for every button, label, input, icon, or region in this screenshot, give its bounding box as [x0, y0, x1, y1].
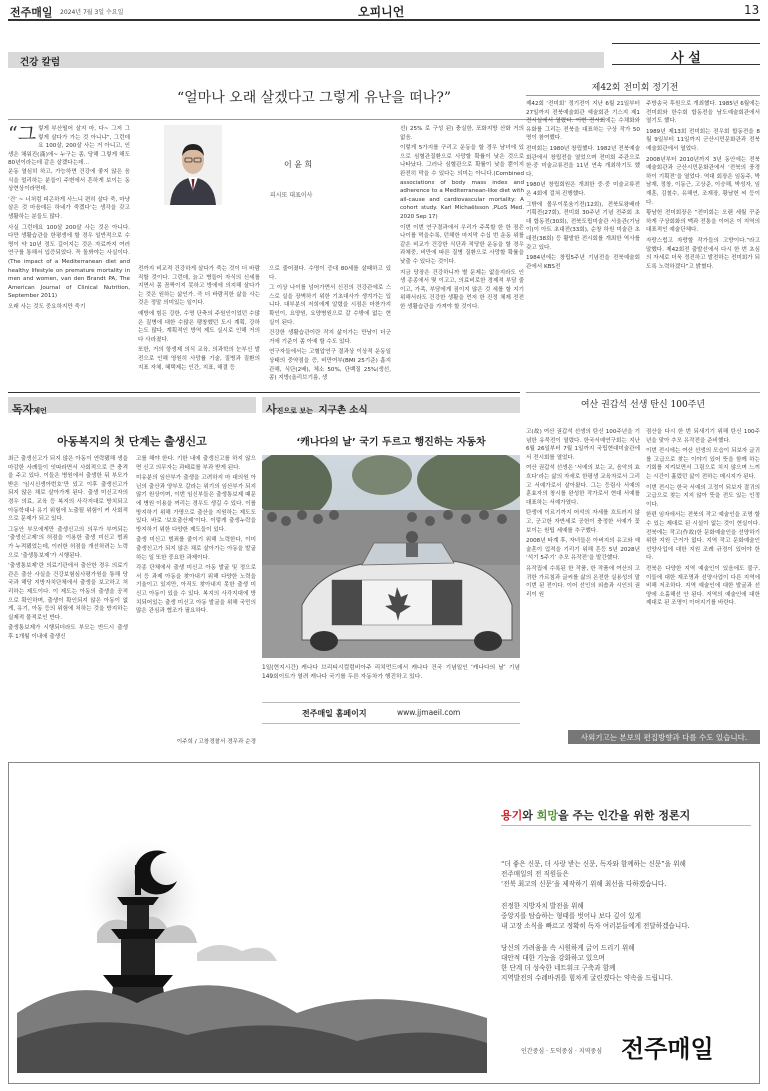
ad-line: 내 고장 소식을 빠르고 정확히 독자 여러분들에게 전달하겠습니다. [501, 922, 690, 930]
paragraph: 출생 미신고 범죄를 줄이기 위해 노력한다, 이미 출생신고가 되지 않은 채로 살아가는 아동을 발굴하는 일 또한 중요한 과제이다. [136, 537, 256, 561]
author-photo [164, 125, 222, 205]
paragraph: 고를 해야 한다. 기한 내에 출생신고를 하지 않으면 신고 의무자는 과태료를 부과 받게 된다. [136, 456, 256, 471]
paragraph: 전까지 비교적 건강하게 살다가 죽는 것이 더 바람직할 것이다. 그런데, 늙고 병들어 자식의 신세를 지면서 몸 꼼짝이지 못하고 방에에 의지해 살다가는 것은 원하는 삶인가. 즉 더 바람직한 삶을 사는 것은 정말 의미있는 일이다. [138, 266, 260, 307]
editorial-col-2 [646, 100, 760, 273]
paragraph: 이번 전시는 한국 서예의 고정이 되보자 결귀의 고급으로 찾는 지지 않아 뜻을 전도 있는 인정이다. [646, 484, 760, 508]
paragraph: 그밖에 볼우이못움기전(12회), 전북토왕배라 기획전(27회), 전미회 30주년 기념 전주회 초대 합동전(30회), 전북도립미술관 서울관(기님이)이 아트 초대전(33회), 순창 하원 미술관 초대전(38회) 등 활발한 전시회를 개최한 역사를 갖고 있다. [526, 201, 640, 251]
headline: “얼마나 오래 살겠다고 그렇게 유난을 떠나?” [177, 90, 451, 106]
portrait-image [164, 125, 222, 205]
editorial-col-3 [526, 428, 640, 601]
author-name: 이 윤 희 [284, 160, 313, 169]
photo-caption: 1일(현지시간) 캐나다 브리티시컬럼비아주 리치먼드에서 캐나다 건국 기념일인 ‘캐나다의 날’ 기념 149회이트가 열려 캐나다 국기를 두른 자동차가 행진하고 있다. [262, 665, 520, 680]
editorial-col-4 [646, 428, 760, 610]
ad-line: 전주매일의 전 직원들은 [501, 870, 569, 878]
pagoda-illustration [17, 773, 487, 1073]
photo-news-label [266, 398, 368, 417]
paragraph: 점산을 다시 한 번 되새기기 위해 탄신 100주년을 맞아 추모 유작전을 준비했다. [646, 429, 760, 444]
headline-hui: 희망 [536, 809, 558, 822]
dokja-headline: 아동복지의 첫 단계는 출생신고 [57, 435, 207, 448]
dokja-label [12, 398, 47, 417]
paragraph: 2008년부터 2010년까지 3년 동안에는 전북예술회관과 군산시민문화관에서 ‘전북의 풍경 하이 기획전’을 열었다. 역대 회장은 임동주, 박남재, 정창, 이동근, 고상준, 이승해, 박성자, 임재훈, 김철수, 유해연, 조재장, 황남헌 씨 등이다. [646, 156, 760, 206]
homepage-link[interactable]: www.jjmaeil.com [397, 708, 461, 717]
ad-headline [501, 807, 690, 823]
editorial-rule [526, 95, 760, 96]
editorial-label-box [612, 43, 760, 65]
ad-paragraph-3 [501, 943, 673, 983]
editorial-col-1 [526, 100, 640, 273]
dokja-author: 이주희 / 고창경찰서 경무과 순경 [176, 739, 256, 745]
paragraph: 그 이상 나이를 넘어가면서 신진의 건강관에로 스스로 실을 장벽하기 위한 기초대사가 생겨가는 입니다. 대부분의 저희에게 알렸을 시점은 마찬가지 확인이, 요양원, 요양병원으로 갈 수밖에 없는 현실이 된다. [269, 285, 391, 326]
ad-brand: 전주매일 [621, 1034, 714, 1063]
paragraph: 제42회 ‘전미회’ 정기전이 지난 6월 21일부터 27일까지 전북예술회관 예술회관 기스지 제1전시실에서 열렸다. 이번 전시회에는 수채화와 유화를 그리는 전북을 대표하는 구상 작가 50명이 참여했다. [526, 101, 640, 142]
label-world: 지구촌 소식 [318, 405, 368, 416]
paragraph: ‘출생통보제’란 의료기관에서 출산한 경우 의료기관은 출산 사실을 건강보험심사평가원을 통해 당국과 해당 지방자치단체에서 출생을 보고하고 처리하는 제도이다. 이 제도는 아동의 출생을 공적으로 확인하며, 출생이 확인되지 않은 아동이 없게, 유기, 아동 등의 위험에 처하는 것을 방지하는 실제적 물적로인 반다. [8, 563, 128, 621]
dokja-col-1 [8, 455, 128, 643]
paragraph: 한편 임자에서는 전북의 작고 예술인을 조명 할 수 있는 제대로 된 시설이 없는 것이 현실이다. 전북에는 작고(作故)한 문화예술인을 선양하기 위한 지원 근거가 없다. 지역 작고 문화예술인 선양사업에 대한 지원 조례 규정이 있어야 한다. [646, 512, 760, 562]
paragraph: 지금 당장은 건강하니까 별 문제는 없을지라도 인생 종종에서 몇 이고고, 의료비로한 경제적 부담 줄이고, 가족, 부담에게 짐이지 않은 것 세를 할 지기위해서라도 건강한 생활을 먼저 한 진정 체제 전전한 생활습관을 가져야 할 것이다. [400, 269, 524, 310]
section-title: 오피니언 [358, 5, 405, 19]
paragraph: 여산 권갑석 선생은 ‘서예의 보는 교, 음악의 효흐다’라는 삶의 자세로 한평생 교육자로서 그리고 서예가로서 살아왔다. 그는 등림사 서예의 훈효자의 창시를 완성한 작가로서 현대 서예를 대표하는 서예가였다. [526, 465, 640, 506]
issue-date: 2024년 7월 3일 수요일 [60, 9, 124, 16]
paragraph: 자랑스럽고 자랑할 작가들의 고향이다.”라고 말했다. 제42회전 출발선에서 다시 한 번 초심의 자세로 더욱 정진하고 발전하는 전미회가 되도록 노력하겠다”고 밝혔다. [646, 237, 760, 270]
ad-line: 대안적 대한 기능을 강화하고 있으며 [501, 954, 605, 962]
editorial-label: 사 설 [671, 51, 701, 66]
column-label-box [8, 52, 604, 68]
label-rest: 진으로 보는 [276, 407, 313, 415]
ad-paragraph-2 [501, 901, 690, 931]
editorial-subtitle: 제42회 전미회 정기전 [591, 83, 679, 93]
paragraph: 또한, 거의 항생제 의식 교육, 의과학의 눈부신 발전으로 인해 영원히 사망률 기술, 질병과 질환의 지표 자체, 혜택제는 인간, 지표, 해결 등 [138, 347, 260, 371]
health-column [8, 47, 604, 392]
paragraph: 사실 그런데요 100살 200살 사는 것은 아니다. 다만 생활습관을 한평생에 할 경우 일반적으로 수명이 약 10년 정도 길어지는 것은 자료까지 여러 연구를 통해서 입증되었다. 꼭 돌봐야는 사실이다.(The impact of a Mediterranean diet and healthy lifestyle on premature mortality in men and women, van den Brandt PA, The American Journal of Clinical Nutrition, September 2011) [8, 224, 130, 300]
paragraph: 으로 줄어졌다. 수명이 증대 80세를 살때하고 있다. [269, 266, 391, 281]
paragraph: 주방송국 후원으로 개최했다. 1985년 6월에는 전미회와 한수회 합동전을 남도예술회관에서 열기도 했다. [646, 101, 760, 125]
masthead-logo: 전주매일 [10, 6, 53, 19]
paragraph: 최근 출생신고가 되지 않은 아동이 연락됐해 생을 마감한 사례들이 잇따라면서 사회적으로 큰 충격을 주고 있다. 이들은 병원에서 출생한 뒤 부모가 받은 ‘임시신생아번호’만 있고 이후 출생신고가 되지 않은 채로 살아가게 된다. 출생 미신고자의 경우 의료, 교육 등 복지의 사각지대로 방치되고 아동학대나 유기 위험에 노출될 위험이 커 사회적으로 문제가 되고 있다. [8, 456, 128, 523]
headline-rest: 을 주는 인간을 위한 정론지 [558, 809, 691, 822]
paragraph: 예방에 힘든 강한, 수명 단축의 주원인이었던 수많은 질병에 대한 수많은 팽창했던 도시 계획, 강하는도 많다, 계획적인 방역 제도 실시로 인해 거의 다 사라졌다. [138, 310, 260, 343]
paragraph: 이렇게 5가지를 구리고 운동을 할 경우 남녀에 있으로 심혈관질환으로 사망할 확률이 낮은 것으로 나타났다. 그러나 심혈관으로 확률이 낮을 뿐이지 완전히 막을 수 있다는 의미는 아니다.(Combined associations of body mass index and adherence to a Mediterranean-like diet with all-cause and cardiovascular mortality: A cohort study. Karl Michaëlsson ,PLoS Med. 2020 Sep 17) [400, 145, 524, 220]
dokja-col-2 [136, 455, 256, 618]
column-label: 건강 칼럼 [20, 57, 61, 68]
editorial-disclaimer-bar [568, 730, 760, 744]
photo-headline: ‘캐나다의 날’ 국기 두르고 행진하는 자동차 [296, 437, 486, 448]
paragraph: 각종 단체에서 출생 미신고 아동 발굴 및 정으로서 등 과제 아동을 찾아내기 위해 다양한 노력을 기울이고 있지만, 아직도 찾아내지 못한 출생 미신고 아동이 있을 수 있다. 복지의 사각지대에 방치되어있는 출생 미신고 아동 발굴을 위해 국민의 많은 관심과 협조가 필요하다. [136, 565, 256, 615]
paragraph: 출생통보제가 시행되더라도 부모는 반드시 출생 후 1개월 이내에 출생신 [8, 625, 128, 640]
paragraph: 선) 25% 로 구성 된) 충실한, 포화지방 산화 거의 없음. [400, 126, 524, 141]
paragraph: 전미회는 1980년 창립했다. 1982년 전북예술회관에서 창립전을 열었으며 전미회 주관으로 한·중 미술교류전을 11년 연속 개최하기도 했다. [526, 145, 640, 178]
paragraph: 오래 사는 것도 중요하지만 죽기 [8, 303, 86, 310]
dokja-label-small: 제언 [33, 407, 47, 415]
paragraph: 운동 열심히 하고, 가능하면 건강에 좋지 않은 음식을 멀리하는 분들이 주변에서 흔하게 보이는 동상현상이라면데. [8, 168, 130, 193]
ad-tagline: 인간중심 · 도덕중심 · 지역중심 [521, 1048, 602, 1055]
paragraph: 황남헌 전미회장은 “전미회는 오랜 세월 꾸준하게 구상회화의 맥과 전통을 이어온 이 지역의 대표적인 예술단체다. [646, 210, 760, 234]
editorial-rule-2 [526, 392, 760, 393]
paragraph: 건강한 생활습관이란 작지 삶이가는 만남이 더군거에 기준이 좀 아예 할 수도 있다. [269, 330, 391, 345]
parade-image [262, 455, 520, 658]
paragraph: 고(故) 여산 권갑석 선생의 탄신 100주년을 기념한 유묵전이 열렸다. 한국서예연구회는 지난 6월 26일부터 7월 1일까지 국립현대미술관에서 전시회를 열었다. [526, 429, 640, 461]
paragraph: 1989년 제13회 전미회는 전우회 합동전을 8월 9일부터 11일까지 군산시민문화관과 전북예술회관에서 열었다. [646, 128, 760, 152]
paragraph: 그동안 부모에게만 출생신고의 의무가 부여되는 ‘출생신고제’의 허점을 이용한 출생 미신고 범죄가 누적됐었는데, 이러한 허점을 개선하려는 노력으로 ‘출생통보제’가 시행된다. [8, 526, 128, 559]
dokja-label-big: 독자 [12, 403, 34, 416]
column-text-3 [269, 265, 391, 385]
paragraph: 이번 이번 연구결과에서 우리가 주목할 한 한 점은 나이를 먹을수록, 던해한 마지막 수십 번 운동 위를 같은 비교가 건강한 식단과 적당한 운동을 할 경우 과체중, 비만에 따른 질병 질환으로 사망할 확률을 낮출 수 있다는 것이다. [400, 224, 524, 265]
disclaimer-text: 사외기고는 본보의 편집방향과 다를 수도 있습니다. [580, 733, 748, 742]
ad-line: 당신의 가려움을 속 시원하게 긁어 드리기 위해 [501, 944, 635, 952]
ad-line: 진정한 지방자치 발전을 위해 [501, 902, 584, 910]
paragraph: 탄생에 이르기까지 어석의 자세를 흐트러지 않고, 군고한 자반세로 공헌이 충정한 서예가 꽃보이는 원팁 세예를 추구했다. [526, 510, 640, 534]
column-text-4 [400, 125, 524, 313]
ad-line: 중앙지를 탐습하는 형태를 벗어나 보다 깊이 있게 [501, 912, 641, 920]
paragraph: 1980년 창립회원은 개최한 중·중 미술교류전은 4회에 걸쳐 진행했다. [526, 182, 640, 197]
paragraph: 1984년에는 창립5주년 기념전을 전북예술회관에서 KBS전 [526, 255, 640, 270]
label-si: 사 [266, 403, 277, 416]
ad-line: 한 단계 더 성숙한 네트워크 구축과 함께 [501, 964, 616, 972]
editorial-subtitle-2: 여산 권갑석 선생 탄신 100주년 [580, 400, 706, 410]
parade-photo [262, 455, 520, 658]
photo-news-label-box [262, 397, 520, 416]
page-number: 13 [744, 3, 760, 17]
paragraph: 2008년 타계 후, 자녀들은 아버지의 유고와 예술혼이 업적을 기리기 위해 흔등 5년 2028년 ‘석기 5주기’ 추모 유작전’을 발간했다. [526, 538, 640, 562]
page-header [0, 0, 768, 20]
headline-wa: 와 [522, 809, 537, 822]
ad-line: ‘전북 최고의 신문’을 제작하기 위해 최선을 다하겠습니다. [501, 880, 667, 888]
ad-line: “더 좋은 신문, 더 사랑 받는 신문, 독자와 함께하는 신문”을 위해 [501, 860, 686, 868]
ad-box [8, 762, 760, 1084]
ad-headline-rule [501, 825, 751, 826]
paragraph: 이번 전시에는 여산 선생의 모습이 되보자 글귀를 고급으로 찾는 이야기 있어 뜻을 함께 하는 기회를 지켜보면서 그림으로 치지 않으며 느끼는 시간이 흘렀던 삶이 전하는 메시지가 된다. [646, 448, 760, 480]
header-rule [8, 19, 760, 21]
ad-paragraph-1 [501, 859, 686, 889]
lead-quote: “그 [8, 123, 37, 145]
column-text-1 [8, 125, 130, 313]
homepage-bar [262, 702, 520, 724]
dokja-label-box [8, 397, 256, 416]
section-rule [8, 392, 520, 393]
paragraph: 렇게 부산떨어 살지 마, 다~ 그저 그렇게 살다가 가는 것 아니냐”, 그런데요 100살, 200살 사는 거 아니고, 인생은 채워진(滿)에~ 누구는 좀, 당해 그렇게 해도 80년이라는데 같은 살겠다는데… [8, 126, 130, 167]
paragraph: 전북은 다양한 지역 예술인이 있음에도 불구, 이들에 대한 재조명과 선양사업이 다른 지역에 비해 저조하다. 지역 예술인에 대한 발굴과 선양에 소홀해선 안 된다. 지역의 예술인에 대한 제대로 된 조명이 이어지기를 바란다. [646, 565, 760, 607]
paragraph: ‘건’ ~ 너처럼 피곤하게 사느니 편히 살다 죽, 마냥 살은 것 마음데든 하네가 죽겠다’는 생각을 갖고 생활하는 분들도 많다. [8, 196, 130, 220]
headline-rule [8, 119, 604, 120]
homepage-label: 전주매일 홈페이지 [302, 709, 367, 718]
paragraph: 미유분의 임산부가 출생을 고려하지 마 대의원 아닌의 출산과 양부모 갈라는 위기의 임산부가 되지 않기 원상이며, 이번 임신부들은 출생통보제 때문에 병원 이용을 꺼리는 경우도 생길 수 있다. 이를 방지하기 위해 가명으로 출산을 지원하는 제도도 있다. 바로 ‘보호출산제’이다. 이렇게 출생누락을 방지하기 위한 다양한 제도들이 있다. [136, 475, 256, 533]
author-title: 피시또 대표이사 [270, 192, 313, 199]
headline-yong: 용기 [501, 809, 523, 822]
column-text-2 [138, 265, 260, 374]
ad-line: 지역발전의 수레바퀴를 힘차게 굴린겠다는 약속을 드립니다. [501, 974, 673, 982]
paragraph: 연구자들에서는 고혈압연구 결과상 이상적 운동일상태의 중약점을 증, 비만여부(BMI 25기준) 흡지관해, 식단(2배), 체소 50%, 단백질 25%(생선, 콩) 지방(올리브기름, 생 [269, 349, 391, 382]
paragraph: 유작집에 수록된 한 작품, 한 작품에 여산의 고귀한 가르침과 글씨를 삶의 온전한 실용성의 말이번 된 전이다. 이어 선인의 외솝과 시인의 권리이 원 [526, 565, 640, 598]
